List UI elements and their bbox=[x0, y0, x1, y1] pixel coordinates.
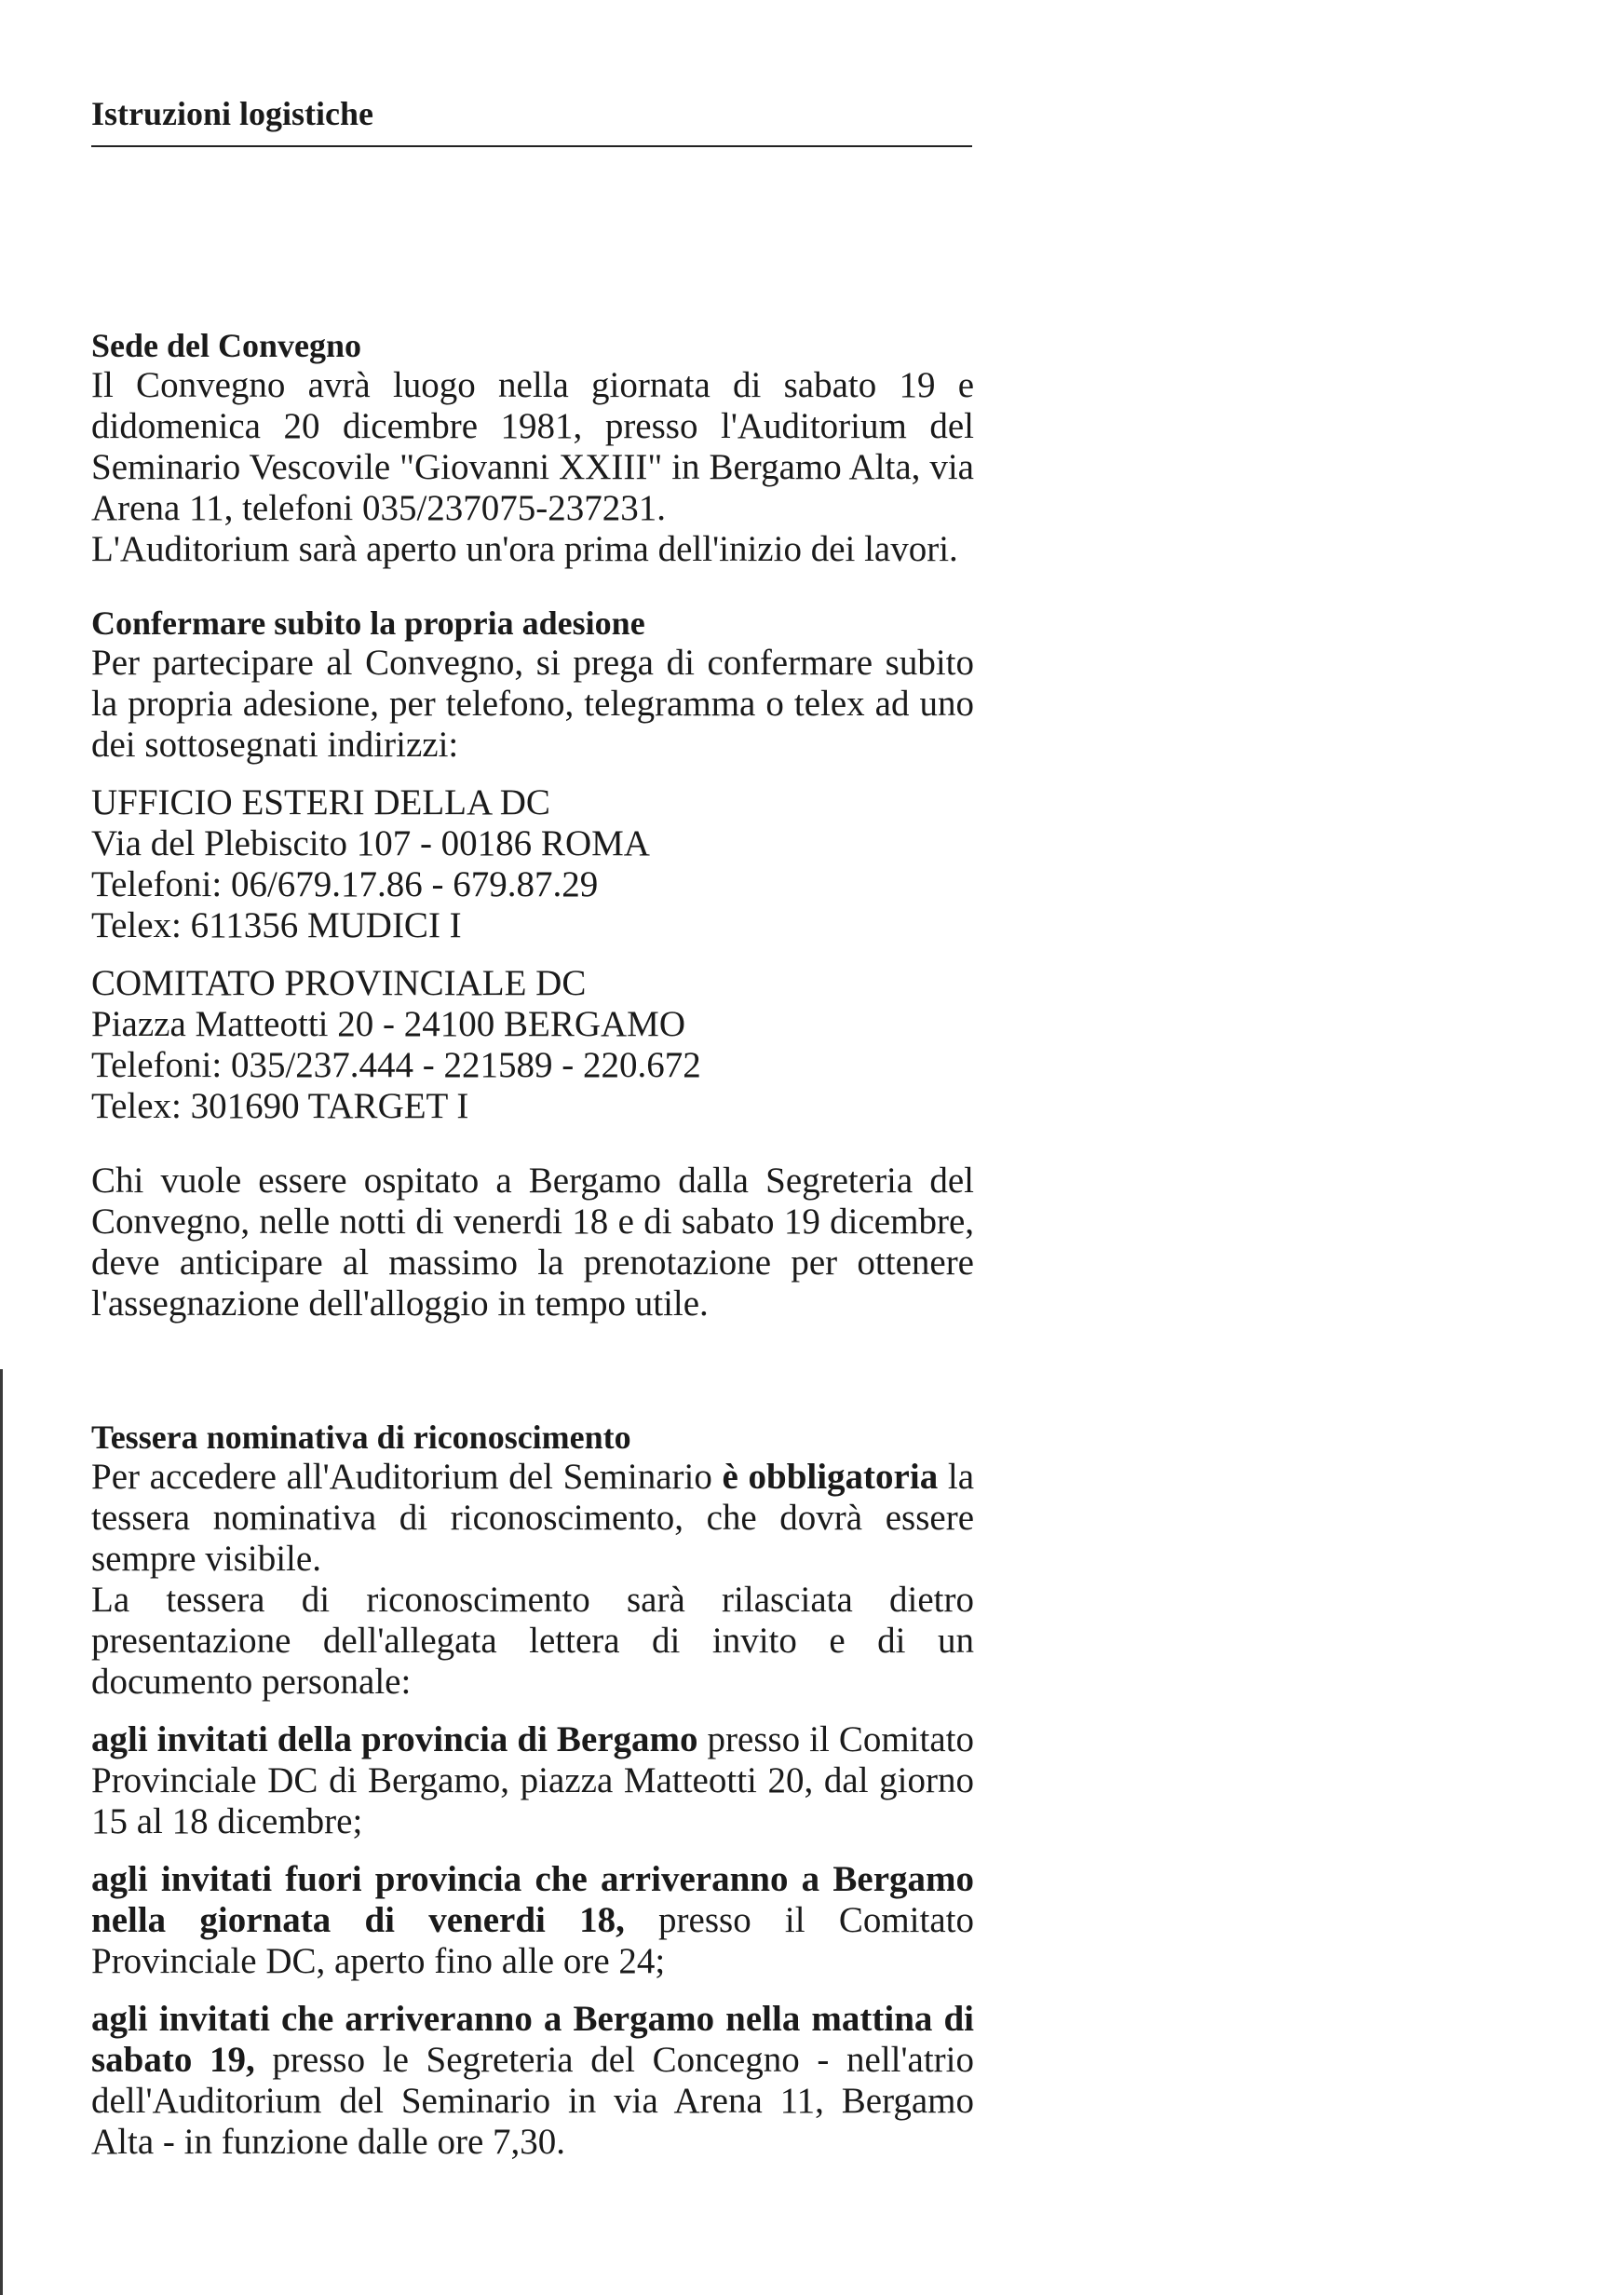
text-span: presso il Comitato Provinciale DC, aperto fino alle ore 24; bbox=[91, 1900, 974, 1981]
bold-span: agli invitati che arriveranno a Bergamo nella mattina di sabato 19, bbox=[91, 1999, 974, 2080]
sede-paragraph: Il Convegno avrà luogo nella giornata di sabato 19 e didomenica 20 dicembre 1981, presso l'Auditorium del Seminario Vescovile "Giovanni XXIII" in Bergamo Alta, via Arena 11, telefoni 035/237075-237231. bbox=[91, 365, 974, 528]
tessera-item-3 bbox=[91, 1999, 974, 2163]
tessera-paragraph-1 bbox=[91, 1457, 974, 1580]
hospitality-paragraph: Chi vuole essere ospitato a Bergamo dalla Segreteria del Convegno, nelle notti di venerdi 18 e di sabato 19 dicembre, deve anticipare al massimo la prenotazione per ottenere l'assegnazione dell'alloggio in tempo utile. bbox=[91, 1161, 974, 1324]
address-block-bergamo bbox=[91, 963, 974, 1127]
address-street: Via del Plebiscito 107 - 00186 ROMA bbox=[91, 823, 650, 863]
text-span: presso il Comitato Provinciale DC di Bergamo, piazza Matteotti 20, dal giorno 15 al 18 dicembre; bbox=[91, 1719, 974, 1841]
address-phones: Telefoni: 06/679.17.86 - 679.87.29 bbox=[91, 864, 599, 904]
address-name: COMITATO PROVINCIALE DC bbox=[91, 963, 587, 1003]
tessera-paragraph-2: La tessera di riconoscimento sarà rilasciata dietro presentazione dell'allegata lettera di invito e di un documento personale: bbox=[91, 1580, 974, 1702]
section-tessera bbox=[91, 1418, 974, 2163]
address-telex: Telex: 301690 TARGET I bbox=[91, 1086, 469, 1126]
text-span: presso le Segreteria del Concegno - nell'atrio dell'Auditorium del Seminario in via Arena 11, Bergamo Alta - in funzione dalle ore 7,30. bbox=[91, 2040, 974, 2162]
text-span: la tessera nominativa di riconoscimento, che dovrà essere sempre visibile. bbox=[91, 1457, 974, 1579]
tessera-heading: Tessera nominativa di riconoscimento bbox=[91, 1419, 631, 1456]
address-phones: Telefoni: 035/237.444 - 221589 - 220.672 bbox=[91, 1045, 701, 1085]
section-sede bbox=[91, 326, 974, 570]
address-name: UFFICIO ESTERI DELLA DC bbox=[91, 782, 550, 822]
page-header: Istruzioni logistiche bbox=[91, 93, 972, 147]
address-telex: Telex: 611356 MUDICI I bbox=[91, 905, 462, 945]
adesione-paragraph: Per partecipare al Convegno, si prega di confermare subito la propria adesione, per telefono, telegramma o telex ad uno dei sottosegnati indirizzi: bbox=[91, 643, 974, 765]
document-body bbox=[91, 326, 974, 2163]
tessera-item-2 bbox=[91, 1859, 974, 1982]
bold-span: è obbligatoria bbox=[722, 1457, 939, 1497]
section-adesione bbox=[91, 604, 974, 1324]
tessera-item-1 bbox=[91, 1719, 974, 1842]
bold-span: agli invitati fuori provincia che arriveranno a Bergamo nella giornata di venerdi 18, bbox=[91, 1859, 974, 1940]
sede-heading: Sede del Convegno bbox=[91, 327, 362, 364]
scan-edge-line bbox=[0, 1369, 3, 2295]
bold-span: agli invitati della provincia di Bergamo bbox=[91, 1719, 698, 1759]
sede-paragraph-2: L'Auditorium sarà aperto un'ora prima dell'inizio dei lavori. bbox=[91, 529, 958, 569]
address-block-roma bbox=[91, 782, 974, 946]
address-street: Piazza Matteotti 20 - 24100 BERGAMO bbox=[91, 1004, 685, 1044]
text-span: Per accedere all'Auditorium del Seminario bbox=[91, 1457, 723, 1497]
adesione-heading: Confermare subito la propria adesione bbox=[91, 604, 645, 642]
